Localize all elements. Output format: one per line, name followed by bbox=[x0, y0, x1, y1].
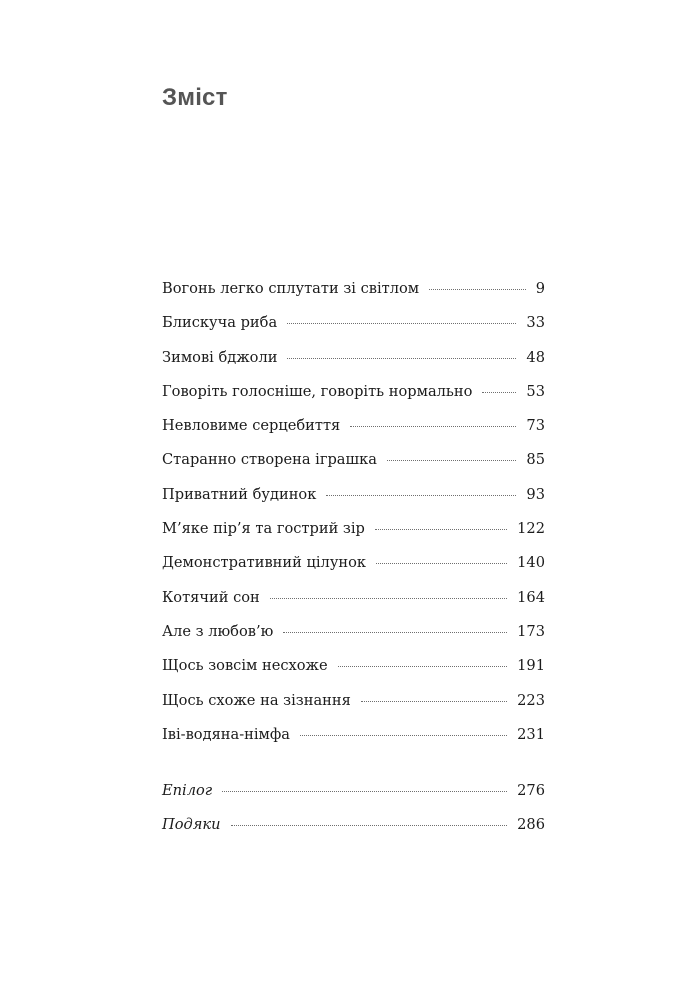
dot-leader bbox=[387, 459, 517, 461]
dot-leader bbox=[287, 357, 516, 359]
toc-entry bbox=[162, 726, 545, 760]
entry-title: М’яке пір’я та гострий зір bbox=[162, 520, 365, 538]
toc-entry bbox=[162, 280, 545, 314]
page-number: 93 bbox=[526, 485, 545, 503]
entry-title: Щось зовсім несхоже bbox=[162, 657, 328, 675]
page-number: 122 bbox=[517, 520, 545, 538]
toc-entry bbox=[162, 623, 545, 657]
entry-title: Зимові бджоли bbox=[162, 348, 278, 366]
entry-title: Демонстративний цілунок bbox=[162, 554, 367, 572]
page-number: 173 bbox=[517, 622, 545, 640]
dot-leader bbox=[482, 391, 516, 393]
page-number: 33 bbox=[526, 314, 545, 332]
page-number: 73 bbox=[526, 417, 545, 435]
page-number: 48 bbox=[526, 348, 545, 366]
back-matter-list bbox=[162, 782, 545, 851]
entry-title: Подяки bbox=[162, 816, 221, 834]
dot-leader bbox=[270, 597, 507, 599]
entry-title: Старанно створена іграшка bbox=[162, 451, 377, 469]
dot-leader bbox=[231, 824, 508, 826]
dot-leader bbox=[283, 631, 507, 633]
toc-entry bbox=[162, 554, 545, 588]
page-number: 53 bbox=[526, 382, 545, 400]
page-number: 223 bbox=[517, 691, 545, 709]
dot-leader bbox=[326, 494, 516, 496]
toc-entry bbox=[162, 349, 545, 383]
toc-entry bbox=[162, 520, 545, 554]
toc-entry bbox=[162, 383, 545, 417]
page-number: 164 bbox=[517, 588, 545, 606]
dot-leader bbox=[350, 425, 516, 427]
dot-leader bbox=[338, 665, 508, 667]
entry-title: Вогонь легко сплутати зі світлом bbox=[162, 280, 420, 297]
entry-title: Але з любов’ю bbox=[162, 622, 274, 640]
toc-entry bbox=[162, 417, 545, 451]
page-number: 276 bbox=[517, 782, 545, 799]
toc-entry bbox=[162, 782, 545, 816]
entry-title: Котячий сон bbox=[162, 588, 260, 606]
dot-leader bbox=[376, 562, 507, 564]
toc-entry bbox=[162, 816, 545, 850]
entry-title: Щось схоже на зізнання bbox=[162, 691, 351, 709]
entry-title: Блискуча риба bbox=[162, 314, 278, 332]
toc-entry bbox=[162, 657, 545, 691]
page-number: 231 bbox=[517, 725, 545, 743]
entry-title: Іві-водяна-німфа bbox=[162, 725, 291, 743]
entry-title: Епілог bbox=[162, 782, 213, 799]
dot-leader bbox=[429, 288, 526, 290]
chapter-list bbox=[162, 280, 545, 760]
toc-entry bbox=[162, 451, 545, 485]
entry-title: Невловиме серцебиття bbox=[162, 417, 341, 435]
toc-entry bbox=[162, 692, 545, 726]
entry-title: Приватний будинок bbox=[162, 485, 317, 503]
toc-entry bbox=[162, 486, 545, 520]
dot-leader bbox=[361, 700, 507, 702]
dot-leader bbox=[300, 734, 507, 736]
page-number: 191 bbox=[517, 657, 545, 675]
toc-entry bbox=[162, 589, 545, 623]
page-number: 85 bbox=[526, 451, 545, 469]
dot-leader bbox=[222, 790, 507, 792]
dot-leader bbox=[375, 528, 507, 530]
page-number: 140 bbox=[517, 554, 545, 572]
page-number: 9 bbox=[535, 280, 545, 297]
page-title: Зміст bbox=[162, 84, 228, 111]
page-number: 286 bbox=[517, 816, 545, 834]
toc-entry bbox=[162, 314, 545, 348]
dot-leader bbox=[287, 322, 516, 324]
entry-title: Говоріть голосніше, говоріть нормально bbox=[162, 382, 473, 400]
